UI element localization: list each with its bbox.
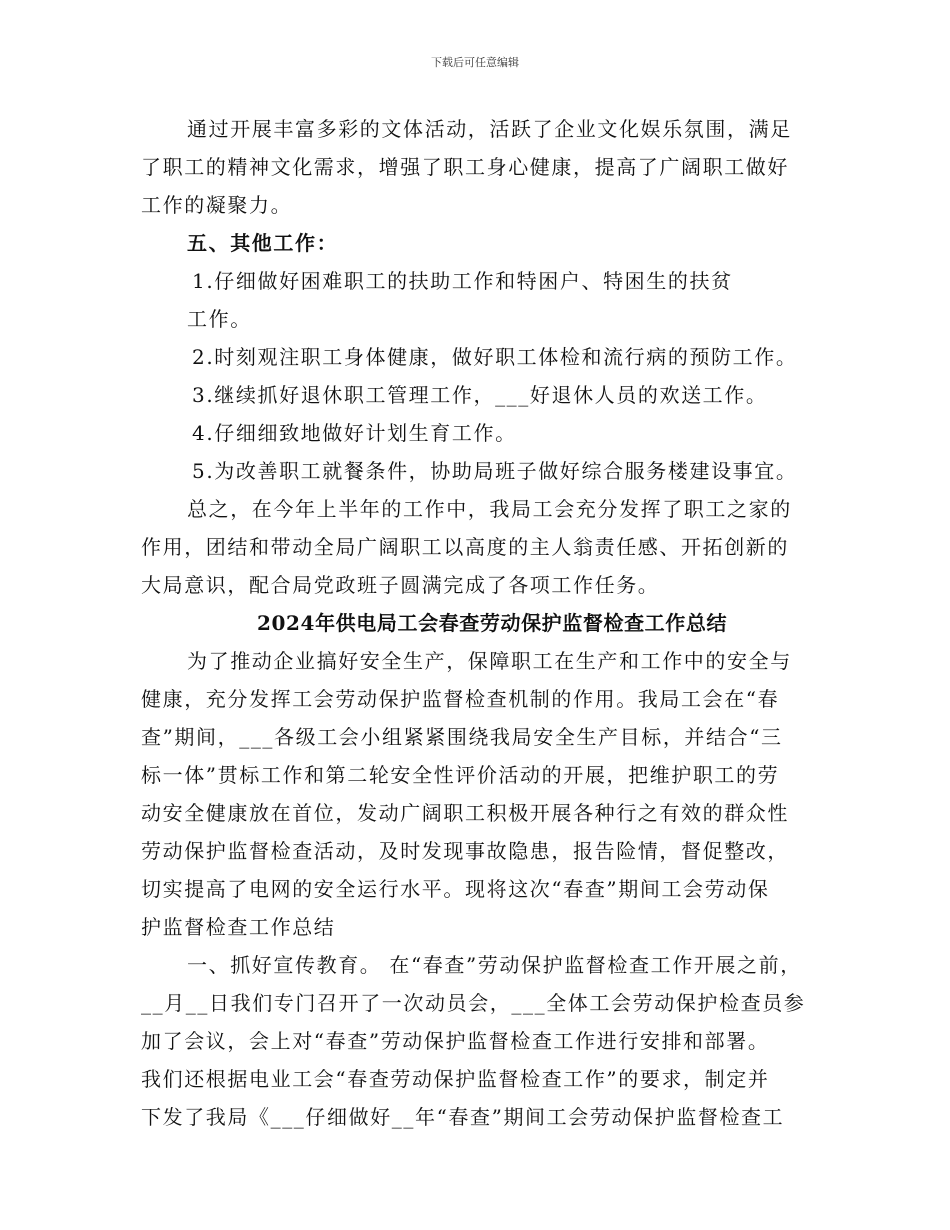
paragraph-line: 劳动保护监督检查活动，及时发现事故隐患，报告险情，督促整改，: [141, 839, 789, 863]
list-item: 3.继续抓好退休职工管理工作，___好退休人员的欢送工作。: [192, 383, 768, 407]
paragraph-line: 了职工的精神文化需求，增强了职工身心健康，提高了广阔职工做好: [141, 155, 789, 179]
list-item-continuation: 工作。: [187, 307, 252, 331]
list-item: 1.仔细做好困难职工的扶助工作和特困户、特困生的扶贫: [192, 269, 733, 293]
paragraph-line: 工作的凝聚力。: [141, 193, 293, 217]
paragraph-line: 总之，在今年上半年的工作中，我局工会充分发挥了职工之家的: [187, 497, 792, 521]
paragraph-line: 为了推动企业搞好安全生产，保障职工在生产和工作中的安全与: [187, 649, 792, 673]
paragraph-line: __月__日我们专门召开了一次动员会，___全体工会劳动保护检查员参: [141, 991, 806, 1015]
paragraph-line: 加了会议，会上对“春查”劳动保护监督检查工作进行安排和部署。: [141, 1029, 770, 1053]
document-title: 2024年供电局工会春查劳动保护监督检查工作总结: [257, 611, 728, 635]
paragraph-line: 护监督检查工作总结: [141, 915, 336, 939]
section-heading: 五、其他工作：: [187, 231, 339, 255]
list-item: 2.时刻观注职工身体健康，做好职工体检和流行病的预防工作。: [192, 345, 798, 369]
list-item: 4.仔细细致地做好计划生育工作。: [192, 421, 517, 445]
list-item: 5.为改善职工就餐条件，协助局班子做好综合服务楼建设事宜。: [192, 459, 798, 483]
paragraph-line: 查”期间，___各级工会小组紧紧围绕我局安全生产目标，并结合“三: [141, 725, 783, 749]
paragraph-line: 健康，充分发挥工会劳动保护监督检查机制的作用。我局工会在“春: [141, 687, 780, 711]
paragraph-line: 切实提高了电网的安全运行水平。现将这次“春查”期间工会劳动保: [141, 877, 770, 901]
paragraph-line: 动安全健康放在首位，发动广阔职工积极开展各种行之有效的群众性: [141, 801, 789, 825]
paragraph-line: 大局意识，配合局党政班子圆满完成了各项工作任务。: [141, 573, 660, 597]
paragraph-line: 我们还根据电业工会“春查劳动保护监督检查工作”的要求，制定并: [141, 1067, 770, 1091]
paragraph-line: 作用，团结和带动全局广阔职工以高度的主人翁责任感、开拓创新的: [141, 535, 789, 559]
paragraph-line: 标一体”贯标工作和第二轮安全性评价活动的开展，把维护职工的劳: [141, 763, 780, 787]
paragraph-line: 一、抓好宣传教育。 在“春查”劳动保护监督检查工作开展之前，: [187, 953, 802, 977]
paragraph-line: 下发了我局《___仔细做好__年“春查”期间工会劳动保护监督检查工: [141, 1105, 785, 1129]
paragraph-line: 通过开展丰富多彩的文体活动，活跃了企业文化娱乐氛围，满足: [187, 117, 792, 141]
page-header: 下载后可任意编辑: [431, 56, 519, 69]
